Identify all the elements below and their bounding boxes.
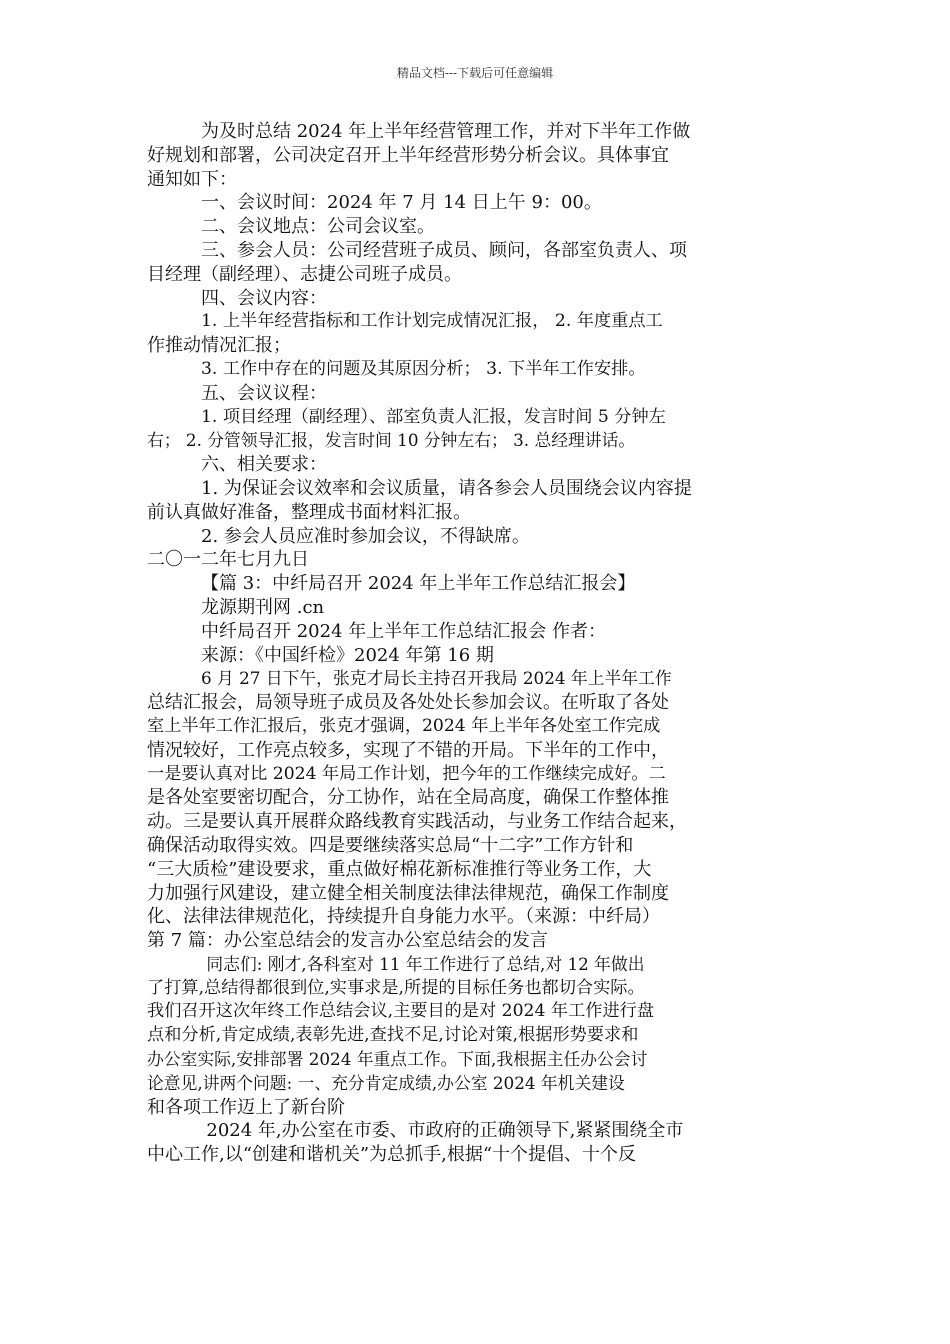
text-line: 了打算,总结得都很到位,实事求是,所提的目标任务也都切合实际。 [147, 977, 645, 998]
text-line: 我们召开这次年终工作总结会议,主要目的是对 2024 年工作进行盘 [147, 1001, 655, 1022]
text-line: 六、相关要求： [201, 454, 327, 476]
text-line: 情况较好，工作亮点较多，实现了不错的开局。下半年的工作中， [147, 739, 669, 761]
text-line: 1. 项目经理（副经理）、部室负责人汇报，发言时间 5 分钟左 [201, 406, 666, 427]
text-line: 二、会议地点：公司会议室。 [201, 216, 435, 238]
text-line: 来源：《中国纤检》2024 年第 16 期 [201, 644, 494, 666]
text-line: 和各项工作迈上了新台阶 [147, 1096, 345, 1118]
text-line: 2024 年,办公室在市委、市政府的正确领导下,紧紧围绕全市 [206, 1120, 684, 1142]
text-line: 四、会议内容： [201, 287, 327, 309]
text-line: 目经理（副经理）、志捷公司班子成员。 [147, 263, 462, 285]
text-line: 一是要认真对比 2024 年局工作计划，把今年的工作继续完成好。二 [147, 763, 666, 784]
text-line: “三大质检”建设要求，重点做好棉花新标准推行等业务工作，大 [147, 858, 652, 880]
text-line: 点和分析,肯定成绩,表彰先进,查找不足,讨论对策,根据形势要求和 [147, 1025, 639, 1046]
text-line: 作推动情况汇报； [147, 335, 291, 357]
text-line: 室上半年工作汇报后，张克才强调，2024 年上半年各处室工作完成 [147, 715, 661, 736]
text-line: 办公室实际,安排部署 2024 年重点工作。下面,我根据主任办公会讨 [147, 1049, 648, 1070]
document-body [147, 120, 807, 1167]
text-line: 一、会议时间：2024 年 7 月 14 日上午 9：00。 [201, 192, 602, 214]
text-line: 三、参会人员：公司经营班子成员、顾问，各部室负责人、项 [201, 239, 687, 261]
text-line: 第 7 篇：办公室总结会的发言办公室总结会的发言 [147, 930, 548, 952]
text-line: 1. 上半年经营指标和工作计划完成情况汇报， 2. 年度重点工 [201, 311, 663, 332]
text-line: 龙源期刊网 .cn [201, 596, 325, 618]
text-line: 【篇 3：中纤局召开 2024 年上半年工作总结汇报会】 [201, 573, 636, 595]
text-line: 同志们: 刚才,各科室对 11 年工作进行了总结,对 12 年做出 [206, 953, 645, 974]
text-line: 中纤局召开 2024 年上半年工作总结汇报会 作者： [201, 620, 606, 642]
text-line: 力加强行风建设，建立健全相关制度法律法律规范，确保工作制度 [147, 882, 669, 904]
text-line: 右； 2. 分管领导汇报，发言时间 10 分钟左右； 3. 总经理讲话。 [147, 430, 636, 451]
text-line: 2. 参会人员应准时参加会议，不得缺席。 [201, 525, 530, 547]
page-header: 精品文档---下载后可任意编辑 [396, 66, 554, 80]
text-line: 为及时总结 2024 年上半年经营管理工作，并对下半年工作做 [201, 121, 691, 142]
text-line: 是各处室要密切配合，分工协作，站在全局高度，确保工作整体推 [147, 787, 669, 809]
text-line: 6 月 27 日下午，张克才局长主持召开我局 2024 年上半年工作 [201, 668, 672, 689]
text-line: 3. 工作中存在的问题及其原因分析； 3. 下半年工作安排。 [201, 358, 646, 379]
text-line: 好规划和部署，公司决定召开上半年经营形势分析会议。具体事宜 [147, 144, 669, 166]
text-line: 前认真做好准备，整理成书面材料汇报。 [147, 501, 471, 523]
text-line: 二〇一二年七月九日 [147, 549, 309, 571]
text-line: 动。三是要认真开展群众路线教育实践活动，与业务工作结合起来， [147, 811, 687, 833]
text-line: 通知如下： [147, 168, 237, 190]
text-line: 论意见,讲两个问题: 一、充分肯定成绩,办公室 2024 年机关建设 [147, 1072, 625, 1093]
text-line: 总结汇报会，局领导班子成员及各处处长参加会议。在听取了各处 [147, 692, 669, 714]
text-line: 化、法律法律规范化，持续提升自身能力水平。（来源：中纤局） [147, 906, 660, 928]
text-line: 1. 为保证会议效率和会议质量，请各参会人员围绕会议内容提 [201, 477, 692, 499]
text-line: 五、会议议程： [201, 382, 327, 404]
text-line: 确保活动取得实效。四是要继续落实总局“十二字”工作方针和 [147, 834, 634, 856]
text-line: 中心工作,以“创建和谐机关”为总抓手,根据“十个提倡、十个反 [147, 1144, 637, 1166]
